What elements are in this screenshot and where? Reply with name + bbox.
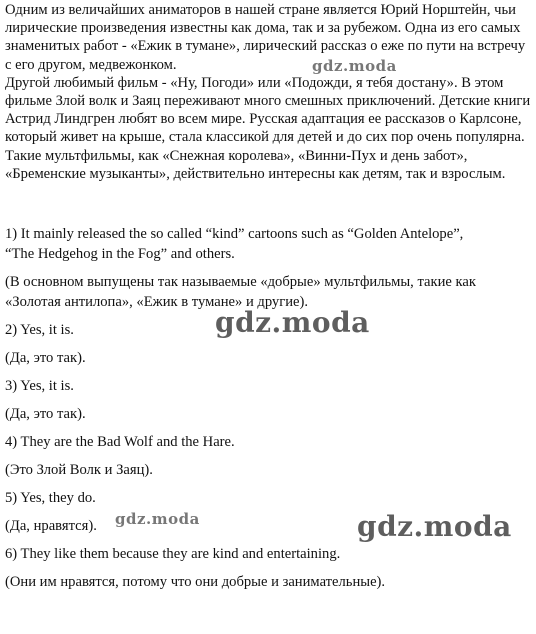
answer-4: [5, 432, 533, 480]
intro-text: [5, 1, 533, 183]
answer-1-russian-line-1: (В основном выпущены так называемые «добрые» мультфильмы, такие как: [5, 274, 476, 290]
answer-2-english: 2) Yes, it is.: [5, 322, 74, 338]
answer-4-russian: (Это Злой Волк и Заяц).: [5, 462, 153, 478]
intro-paragraph-2: Другой любимый фильм - «Ну, Погоди» или «Подожди, я тебя достану». В этом фильме Злой волк и Заяц переживают много смешных приключений. Детские книги Астрид Линдгрен любят во всем мире. Русская адаптация ее рассказов о Карлсоне, который живет на крыше, стала классикой для детей и до сих пор очень популярна.: [5, 74, 531, 146]
answer-3-russian: (Да, это так).: [5, 406, 86, 422]
watermark-4: gdz.moda: [357, 510, 512, 543]
answer-3: [5, 376, 533, 424]
answer-1-russian-line-2: «Золотая антилопа», «Ежик в тумане» и другие).: [5, 294, 309, 310]
answer-1: [5, 224, 533, 312]
answer-5-russian: (Да, нравятся).: [5, 518, 97, 534]
answer-1-english-line-2: “The Hedgehog in the Fog” and others.: [5, 246, 235, 262]
answer-5-english: 5) Yes, they do.: [5, 490, 96, 506]
answer-6-english: 6) They like them because they are kind and entertaining.: [5, 546, 341, 562]
answer-2-russian: (Да, это так).: [5, 350, 86, 366]
answer-4-english: 4) They are the Bad Wolf and the Hare.: [5, 434, 235, 450]
watermark-2: gdz.moda: [215, 306, 370, 339]
answer-3-english: 3) Yes, it is.: [5, 378, 74, 394]
answer-6: [5, 544, 533, 592]
intro-paragraph-1: Одним из величайших аниматоров в нашей стране является Юрий Норштейн, чьи лирические произведения известны как дома, так и за рубежом. Одна из его самых знаменитых работ - «Ежик в тумане», лирический рассказ о еже по пути на встречу с его другом, медвежонком.: [5, 2, 526, 73]
watermark-3: gdz.moda: [115, 510, 200, 528]
answer-6-russian: (Они им нравятся, потому что они добрые и занимательные).: [5, 574, 386, 590]
answer-1-english-line-1: 1) It mainly released the so called “kind” cartoons such as “Golden Antelope”,: [5, 226, 464, 242]
watermark-1: gdz.moda: [312, 57, 397, 75]
intro-paragraph-3: Такие мультфильмы, как «Снежная королева», «Винни-Пух и день забот», «Бременские музыканты», действительно интересны как детям, так и взрослым.: [5, 147, 506, 182]
